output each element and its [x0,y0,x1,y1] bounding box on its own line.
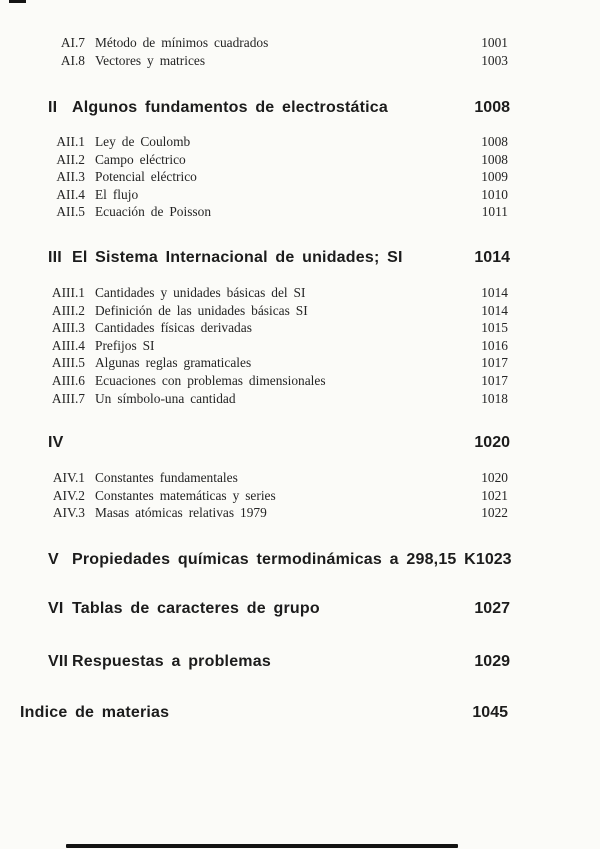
toc-section-heading [48,248,510,268]
section-page-number: 1020 [474,434,510,451]
toc-entry-row [50,168,508,186]
entry-number: AIII.4 [51,337,85,353]
entry-number: AIII.5 [51,355,85,371]
entry-title: Potencial eléctrico [95,169,197,185]
entry-title: Método de mínimos cuadrados [95,35,269,50]
entry-page-number: 1014 [481,302,508,318]
entry-page-number: 1001 [481,35,508,50]
index-page-number: 1045 [472,704,508,721]
entry-page-number: 1020 [481,470,508,485]
entry-number: AII.4 [56,186,85,202]
toc-section-heading [48,98,510,118]
toc-entry-row [50,390,508,408]
entry-title: Cantidades físicas derivadas [95,320,252,336]
index-title: Indice de materias [20,704,170,721]
section-title: Algunos fundamentos de electrostática [72,99,389,116]
entry-page-number: 1015 [481,320,508,336]
section-numeral: II [48,99,58,116]
section-title: Propiedades químicas termodinámicas a 298,15 K [72,551,476,568]
toc-entry-row [50,337,508,355]
entry-number: AIV.2 [52,487,85,503]
entry-number: AIII.6 [51,372,85,388]
section-page-number: 1023 [475,551,512,568]
entry-page-number: 1009 [481,169,508,185]
toc-entry-row [50,487,508,505]
section-page-number: 1027 [474,600,510,617]
toc-entry-row [50,52,508,70]
entry-title: Ecuación de Poisson [95,204,212,220]
entry-title: Masas atómicas relativas 1979 [95,505,267,521]
entry-number: AIII.1 [51,285,85,300]
section-numeral: V [48,551,59,568]
toc-section-heading [48,599,510,619]
entry-page-number: 1014 [481,285,508,300]
toc-entry-row [50,302,508,320]
entry-title: Ley de Coulomb [95,134,191,149]
toc-index-row [20,703,508,723]
entry-page-number: 1008 [481,134,508,149]
toc-entry-row [50,203,508,221]
entry-title: Algunas reglas gramaticales [95,355,252,371]
scan-artifact-bottom-bar [66,844,458,848]
entry-page-number: 1008 [481,151,508,167]
entry-page-number: 1018 [481,390,508,406]
entry-page-number: 1011 [481,204,508,220]
section-title: Tablas de caracteres de grupo [72,600,320,617]
section-title: El Sistema Internacional de unidades; SI [72,249,403,266]
section-numeral: VI [48,600,64,617]
toc-entry-row [50,186,508,204]
section-numeral: VII [48,653,69,670]
entry-page-number: 1021 [481,487,508,503]
toc-section-heading [48,433,510,453]
entry-page-number: 1016 [481,337,508,353]
section-page-number: 1014 [474,249,510,266]
toc-entry-group [50,133,508,221]
entry-title: Definición de las unidades básicas SI [95,302,308,318]
toc-section-heading [48,652,510,672]
entry-title: Constantes fundamentales [95,470,238,485]
toc-entry-row [50,284,508,302]
entry-number: AI.8 [60,52,85,68]
toc-entry-row [50,504,508,522]
entry-title: Un símbolo-una cantidad [95,390,236,406]
section-page-number: 1008 [474,99,510,116]
toc-section-heading [48,550,510,570]
entry-number: AII.1 [56,134,85,149]
toc-entry-row [50,34,508,52]
entry-title: Campo eléctrico [95,151,186,167]
entry-title: Ecuaciones con problemas dimensionales [95,372,326,388]
section-numeral: III [48,249,62,266]
toc-entry-group [50,469,508,522]
entry-page-number: 1017 [481,372,508,388]
toc-entry-row [50,354,508,372]
entry-number: AIV.1 [52,470,85,485]
entry-number: AI.7 [60,35,85,50]
toc-entry-group [50,284,508,407]
entry-title: Prefijos SI [95,337,155,353]
section-title: Respuestas a problemas [72,653,271,670]
entry-page-number: 1010 [481,186,508,202]
toc-entry-row [50,319,508,337]
toc-entry-row [50,133,508,151]
section-numeral: IV [48,434,64,451]
entry-title: Cantidades y unidades básicas del SI [95,285,306,300]
toc-entry-row [50,469,508,487]
entry-number: AII.3 [56,169,85,185]
entry-title: Vectores y matrices [95,52,206,68]
entry-number: AIV.3 [52,505,85,521]
entry-page-number: 1017 [481,355,508,371]
entry-number: AII.2 [56,151,85,167]
toc-entry-group [50,34,508,69]
toc-entry-row [50,372,508,390]
entry-number: AII.5 [56,204,85,220]
toc-entry-row [50,151,508,169]
entry-title: El flujo [95,186,139,202]
entry-page-number: 1003 [481,52,508,68]
section-page-number: 1029 [474,653,510,670]
entry-number: AIII.2 [51,302,85,318]
entry-number: AIII.7 [51,390,85,406]
entry-number: AIII.3 [51,320,85,336]
entry-title: Constantes matemáticas y series [95,487,276,503]
entry-page-number: 1022 [481,505,508,521]
